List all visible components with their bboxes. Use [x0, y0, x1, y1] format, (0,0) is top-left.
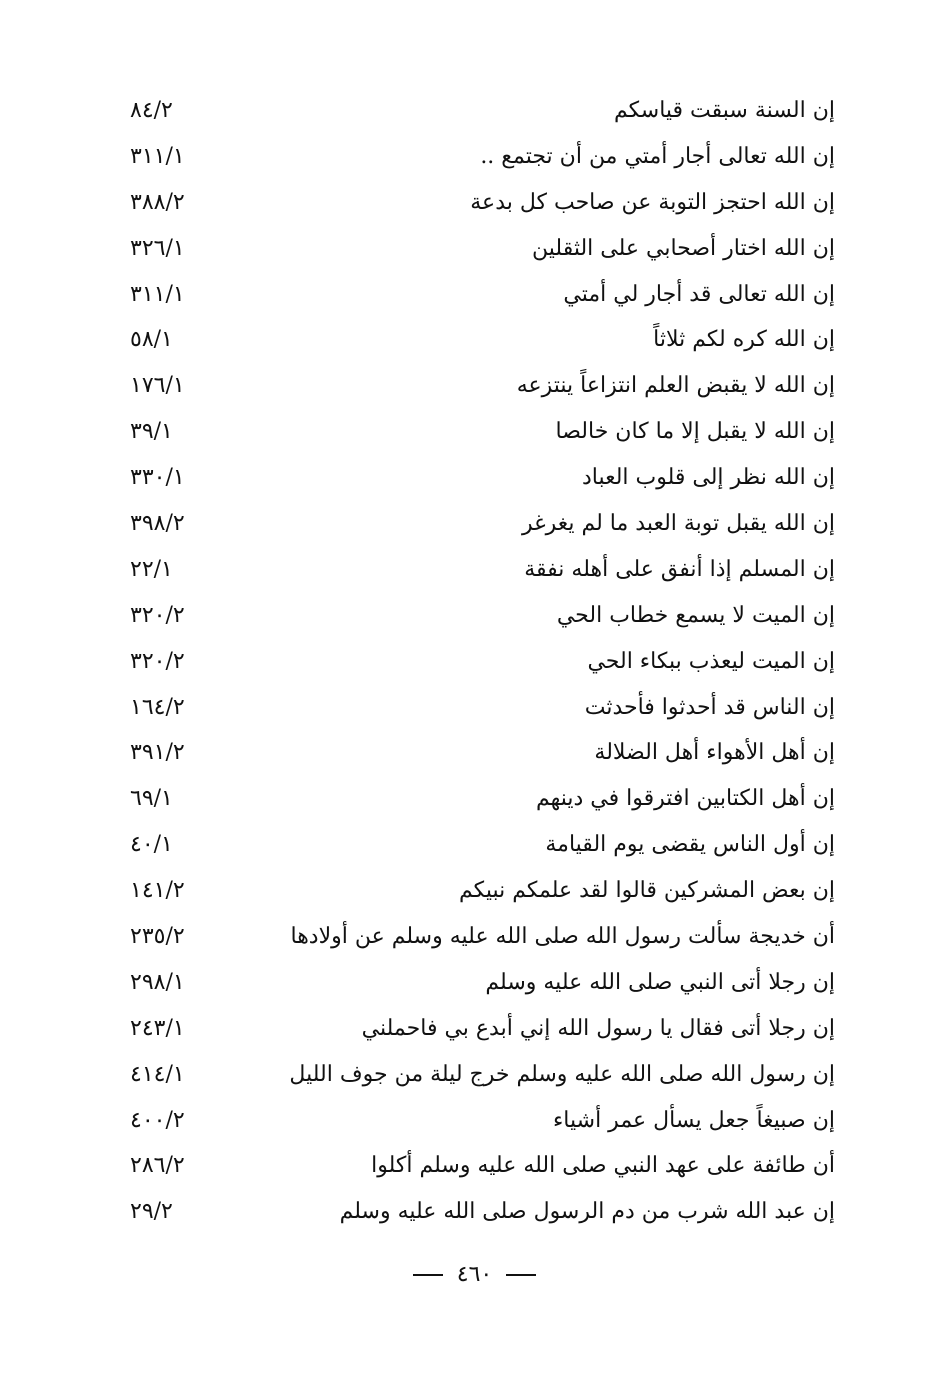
entry-reference: ٣٩/١: [130, 419, 173, 445]
entry-reference: ١٦٤/٢: [130, 694, 185, 720]
entry-text: إن رسول الله صلى الله عليه وسلم خرج ليلة من جوف الليل: [289, 1061, 835, 1087]
index-entry: [130, 639, 835, 685]
entry-text: إن الميت لا يسمع خطاب الحي: [556, 602, 835, 628]
entry-reference: ٢٩/٢: [130, 1199, 173, 1225]
footer-dash-right: [506, 1274, 536, 1276]
entry-text: إن الله لا يقبض العلم انتزاعاً ينتزعه: [516, 373, 835, 399]
index-entry: [130, 914, 835, 960]
index-entry: [130, 868, 835, 914]
index-entry: [130, 501, 835, 547]
entry-text: أن خديجة سألت رسول الله صلى الله عليه وسلم عن أولادها: [290, 923, 835, 949]
page-number: ٤٦٠: [456, 1262, 493, 1287]
index-entry: [130, 134, 835, 180]
entry-reference: ٤١٤/١: [130, 1061, 185, 1087]
index-entry: [130, 180, 835, 226]
index-entry: [130, 88, 835, 134]
entry-reference: ٢٨٦/٢: [130, 1153, 185, 1179]
index-entry: [130, 730, 835, 776]
entry-reference: ١٧٦/١: [130, 373, 185, 399]
hadith-index-list: [130, 88, 835, 1235]
entry-text: إن الله تعالى أجار أمتي من أن تجتمع ..: [480, 143, 835, 169]
entry-reference: ٣٢٠/٢: [130, 648, 185, 674]
entry-text: إن الله لا يقبل إلا ما كان خالصا: [555, 419, 835, 445]
entry-reference: ٣٣٠/١: [130, 465, 185, 491]
index-entry: [130, 1052, 835, 1098]
index-entry: [130, 409, 835, 455]
entry-reference: ٨٤/٢: [130, 97, 173, 123]
entry-text: أن طائفة على عهد النبي صلى الله عليه وسلم أكلوا: [371, 1153, 835, 1179]
entry-text: إن الميت ليعذب ببكاء الحي: [587, 648, 835, 674]
entry-reference: ٣٩١/٢: [130, 740, 185, 766]
entry-text: إن السنة سبقت قياسكم: [613, 97, 835, 123]
entry-reference: ٢٣٥/٢: [130, 923, 185, 949]
page-footer: [0, 1264, 949, 1286]
entry-text: إن صبيغاً جعل يسأل عمر أشياء: [552, 1107, 835, 1133]
index-entry: [130, 455, 835, 501]
entry-text: إن الناس قد أحدثوا فأحدثت: [584, 694, 835, 720]
entry-text: إن رجلا أتى النبي صلى الله عليه وسلم: [485, 969, 835, 995]
entry-reference: ٢٢/١: [130, 556, 173, 582]
index-entry: [130, 776, 835, 822]
index-entry: [130, 226, 835, 272]
index-entry: [130, 272, 835, 318]
entry-text: إن أول الناس يقضى يوم القيامة: [545, 832, 835, 858]
index-entry: [130, 547, 835, 593]
entry-reference: ٦٩/١: [130, 786, 173, 812]
entry-text: إن الله نظر إلى قلوب العباد: [581, 465, 835, 491]
entry-reference: ٥٨/١: [130, 327, 173, 353]
entry-text: إن الله يقبل توبة العبد ما لم يغرغر: [521, 510, 835, 536]
entry-reference: ٢٩٨/١: [130, 969, 185, 995]
entry-text: إن الله احتجز التوبة عن صاحب كل بدعة: [470, 189, 835, 215]
entry-reference: ٣٩٨/٢: [130, 510, 185, 536]
entry-text: إن عبد الله شرب من دم الرسول صلى الله عليه وسلم: [339, 1199, 835, 1225]
entry-text: إن الله اختار أصحابي على الثقلين: [532, 235, 835, 261]
entry-reference: ٣٨٨/٢: [130, 189, 185, 215]
entry-text: إن أهل الكتابين افترقوا في دينهم: [535, 786, 835, 812]
entry-reference: ٢٤٣/١: [130, 1015, 185, 1041]
index-entry: [130, 1189, 835, 1235]
entry-text: إن أهل الأهواء أهل الضلالة: [594, 740, 835, 766]
entry-text: إن الله كره لكم ثلاثاً: [653, 327, 835, 353]
entry-text: إن المسلم إذا أنفق على أهله نفقة: [524, 556, 835, 582]
index-entry: [130, 1006, 835, 1052]
index-entry: [130, 317, 835, 363]
entry-text: إن بعض المشركين قالوا لقد علمكم نبيكم: [459, 878, 835, 904]
entry-reference: ٣١١/١: [130, 143, 185, 169]
entry-reference: ٤٠٠/٢: [130, 1107, 185, 1133]
entry-reference: ٣٢٠/٢: [130, 602, 185, 628]
entry-reference: ٤٠/١: [130, 832, 173, 858]
index-entry: [130, 822, 835, 868]
entry-reference: ١٤١/٢: [130, 878, 185, 904]
index-entry: [130, 1098, 835, 1144]
entry-text: إن الله تعالى قد أجار لي أمتي: [563, 281, 835, 307]
index-entry: [130, 593, 835, 639]
index-entry: [130, 1143, 835, 1189]
entry-reference: ٣١١/١: [130, 281, 185, 307]
entry-text: إن رجلا أتى فقال يا رسول الله إني أبدع بي فاحملني: [361, 1015, 835, 1041]
index-entry: [130, 363, 835, 409]
footer-dash-left: [413, 1274, 443, 1276]
index-entry: [130, 960, 835, 1006]
entry-reference: ٣٢٦/١: [130, 235, 185, 261]
index-entry: [130, 685, 835, 731]
